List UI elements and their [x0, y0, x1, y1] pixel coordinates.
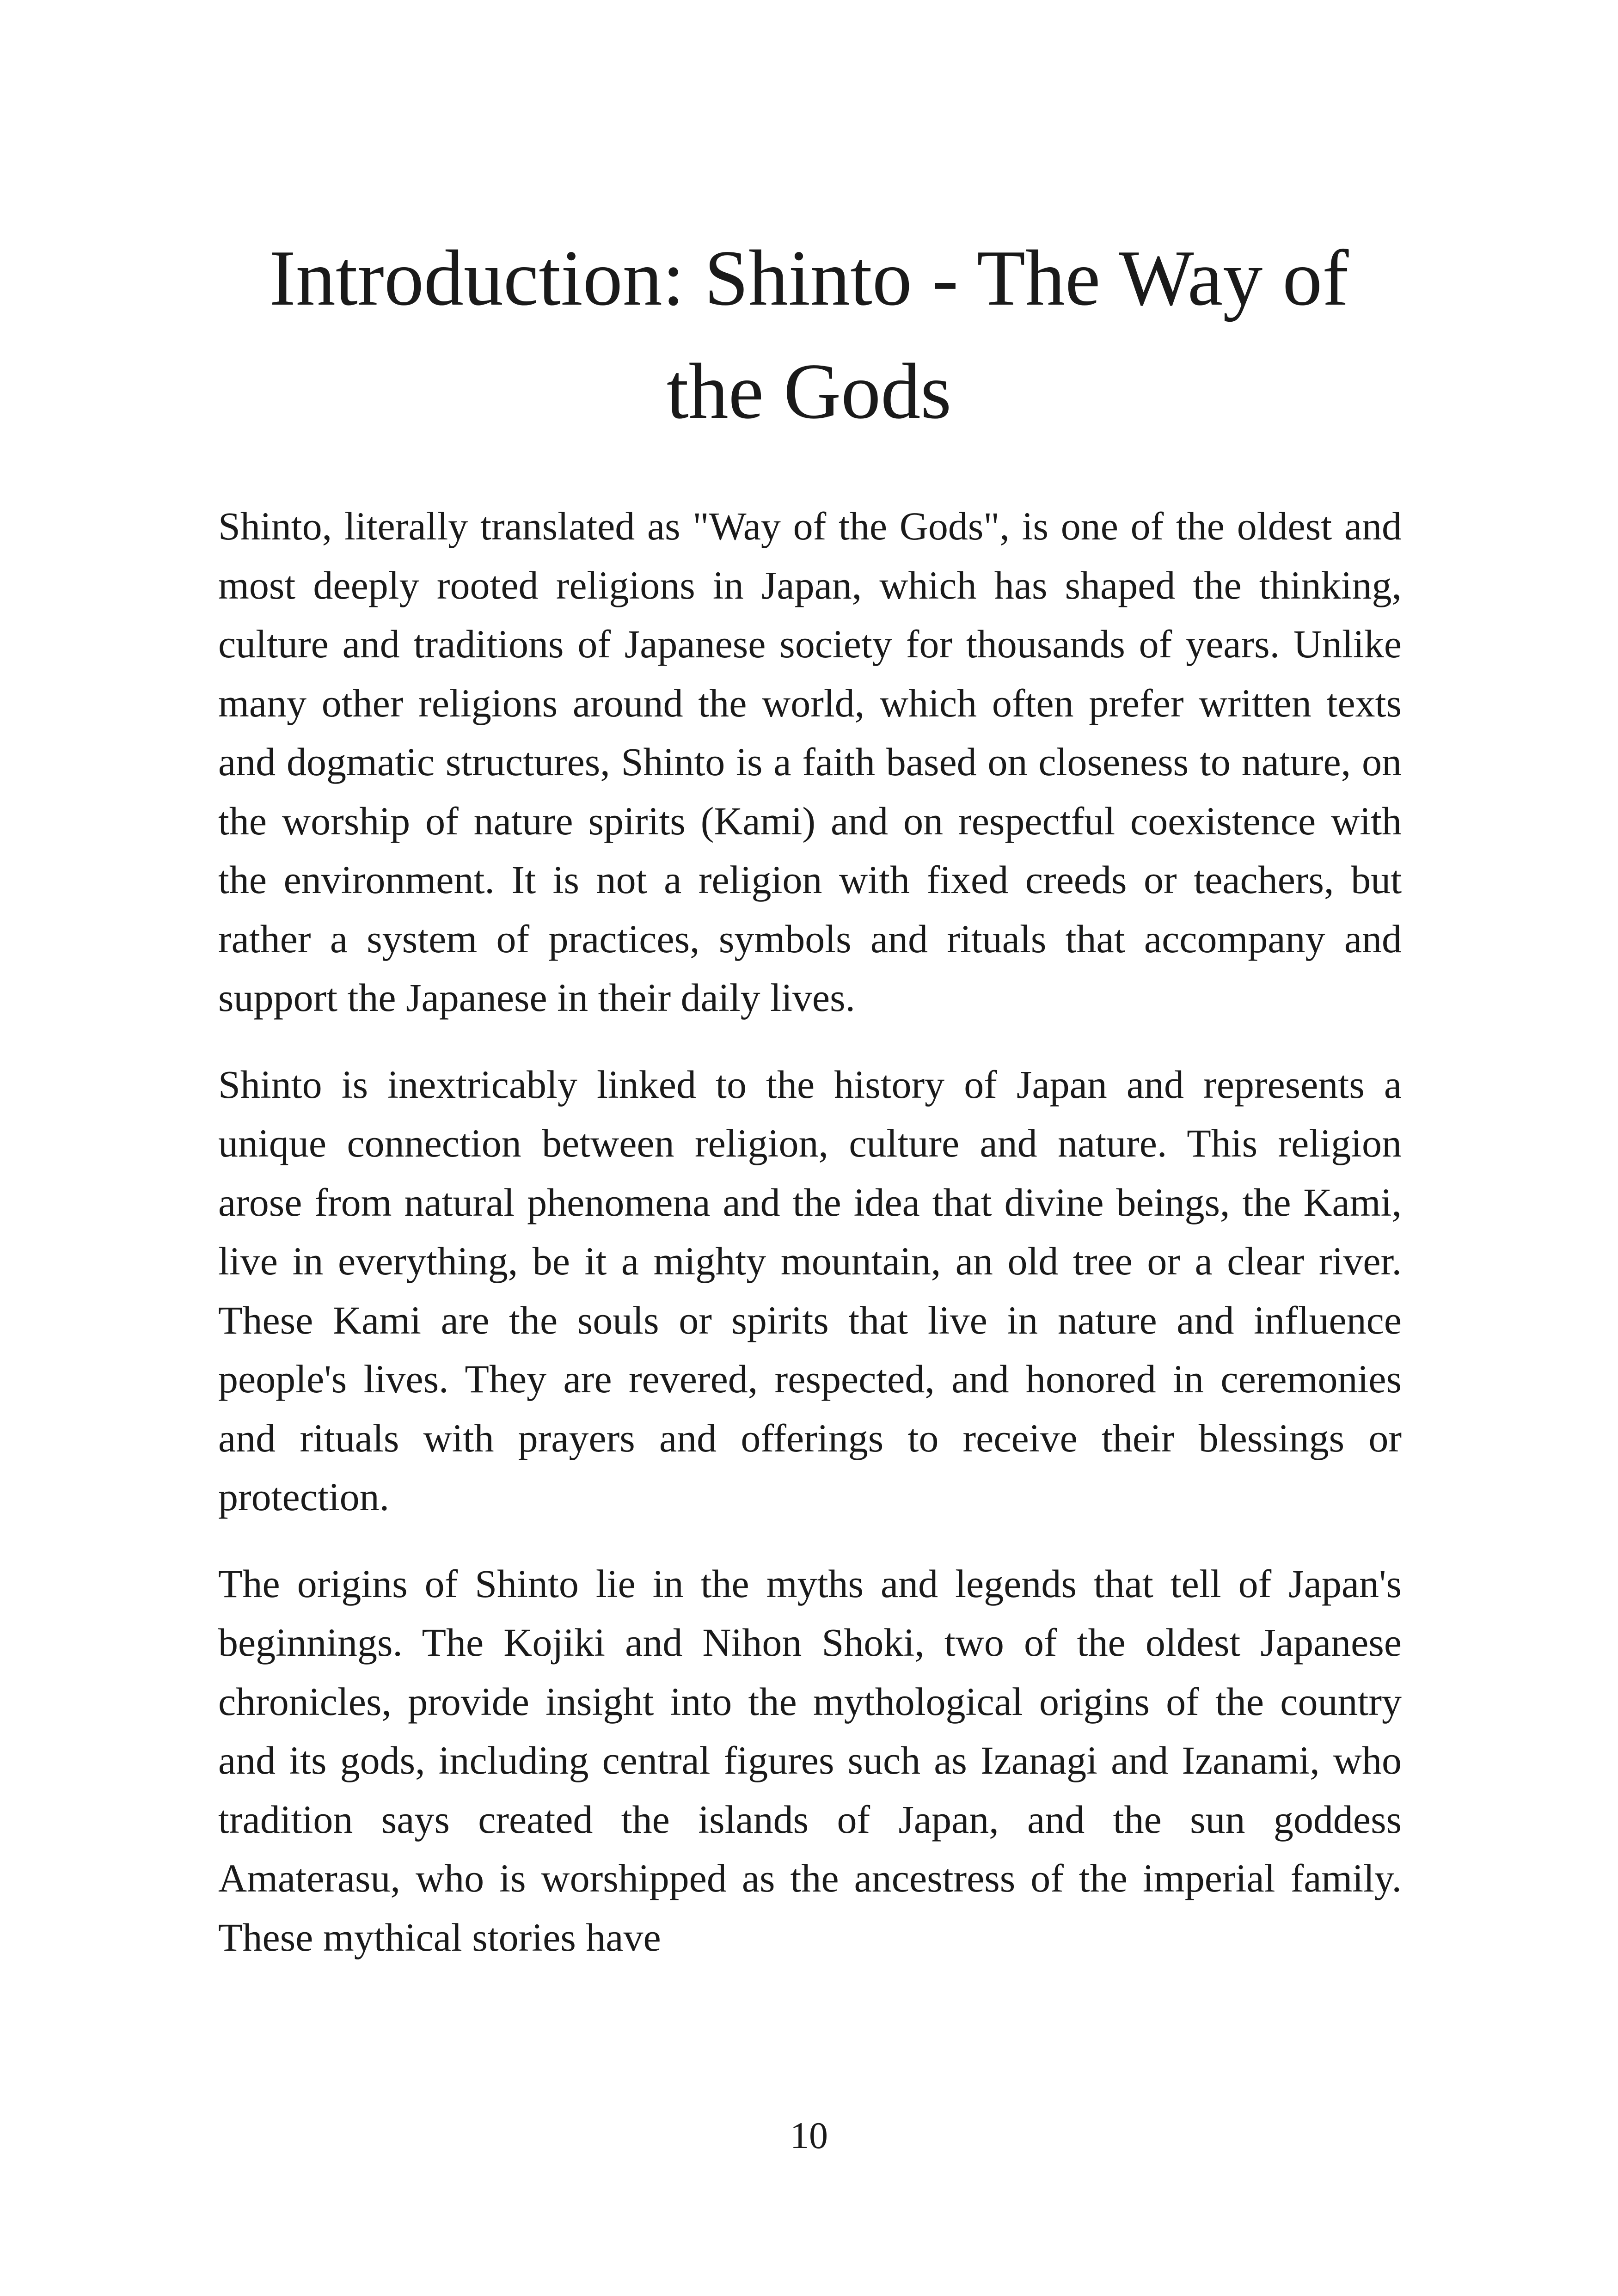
body-text	[218, 497, 1402, 1995]
paragraph-2: Shinto is inextricably linked to the history of Japan and represents a unique connection between religion, culture and nature. This religion arose from natural phenomena and the idea that divine beings, the Kami, live in everything, be it a mighty mountain, an old tree or a clear river. These Kami are the souls or spirits that live in nature and influence people's lives. They are revered, respected, and honored in ceremonies and rituals with prayers and offerings to receive their blessings or protection.	[218, 1062, 1402, 1519]
paragraph-3: The origins of Shinto lie in the myths and legends that tell of Japan's beginnings. The Kojiki and Nihon Shoki, two of the oldest Japanese chronicles, provide insight into the mythological origins of the country and its gods, including central figures such as Izanagi and Izanami, who tradition says created the islands of Japan, and the sun goddess Amaterasu, who is worshipped as the ancestress of the imperial family. These mythical stories have	[218, 1561, 1402, 1959]
paragraph-1: Shinto, literally translated as "Way of the Gods", is one of the oldest and most deeply rooted religions in Japan, which has shaped the thinking, culture and traditions of Japanese society for thousands of years. Unlike many other religions around the world, which often prefer written texts and dogmatic structures, Shinto is a faith based on closeness to nature, on the worship of nature spirits (Kami) and on respectful coexistence with the environment. It is not a religion with fixed creeds or teachers, but rather a system of practices, symbols and rituals that accompany and support the Japanese in their daily lives.	[218, 504, 1402, 1020]
chapter-title: Introduction: Shinto - The Way of the Gods	[269, 234, 1349, 435]
page-number: 10	[790, 2114, 828, 2156]
